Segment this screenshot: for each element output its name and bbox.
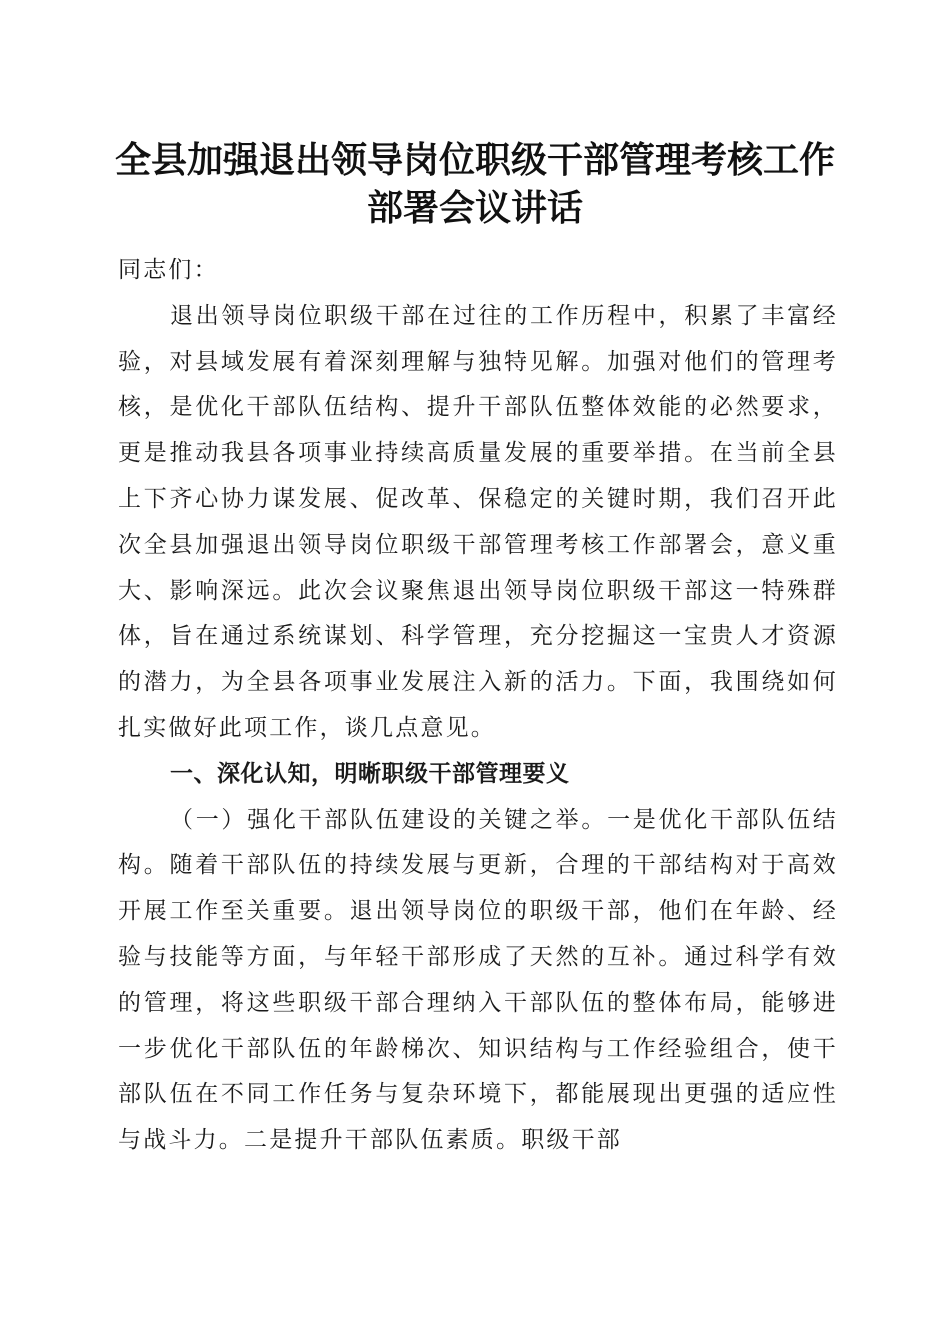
salutation: 同志们：: [118, 257, 219, 283]
document-title-line-1: 全县加强退出领导岗位职级干部管理考核工作: [114, 139, 835, 181]
section-1-heading: 一、深化认知，明晰职级干部管理要义: [170, 760, 570, 787]
document-body: [118, 248, 838, 1164]
subsection-1-lead: （一）强化干部队伍建设的关键之举。: [170, 806, 608, 833]
subsection-1-paragraph: [118, 798, 838, 1164]
document-title-line-2: 部署会议讲话: [366, 187, 583, 229]
intro-paragraph: 退出领导岗位职级干部在过往的工作历程中，积累了丰富经验，对县域发展有着深刻理解与独特见解。加强对他们的管理考核，是优化干部队伍结构、提升干部队伍整体效能的必然要求，更是推动我县各项事业持续高质量发展的重要举措。在当前全县上下齐心协力谋发展、促改革、保稳定的关键时期，我们召开此次全县加强退出领导岗位职级干部管理考核工作部署会，意义重大、影响深远。此次会议聚焦退出领导岗位职级干部这一特殊群体，旨在通过系统谋划、科学管理，充分挖掘这一宝贵人才资源的潜力，为全县各项事业发展注入新的活力。下面，我围绕如何扎实做好此项工作，谈几点意见。: [118, 302, 838, 741]
subsection-1-text: 一是优化干部队伍结构。随着干部队伍的持续发展与更新，合理的干部结构对于高效开展工作至关重要。退出领导岗位的职级干部，他们在年龄、经验与技能等方面，与年轻干部形成了天然的互补。通过科学有效的管理，将这些职级干部合理纳入干部队伍的整体布局，能够进一步优化干部队伍的年龄梯次、知识结构与工作经验组合，使干部队伍在不同工作任务与复杂环境下，都能展现出更强的适应性与战斗力。二是提升干部队伍素质。职级干部: [118, 806, 838, 1154]
